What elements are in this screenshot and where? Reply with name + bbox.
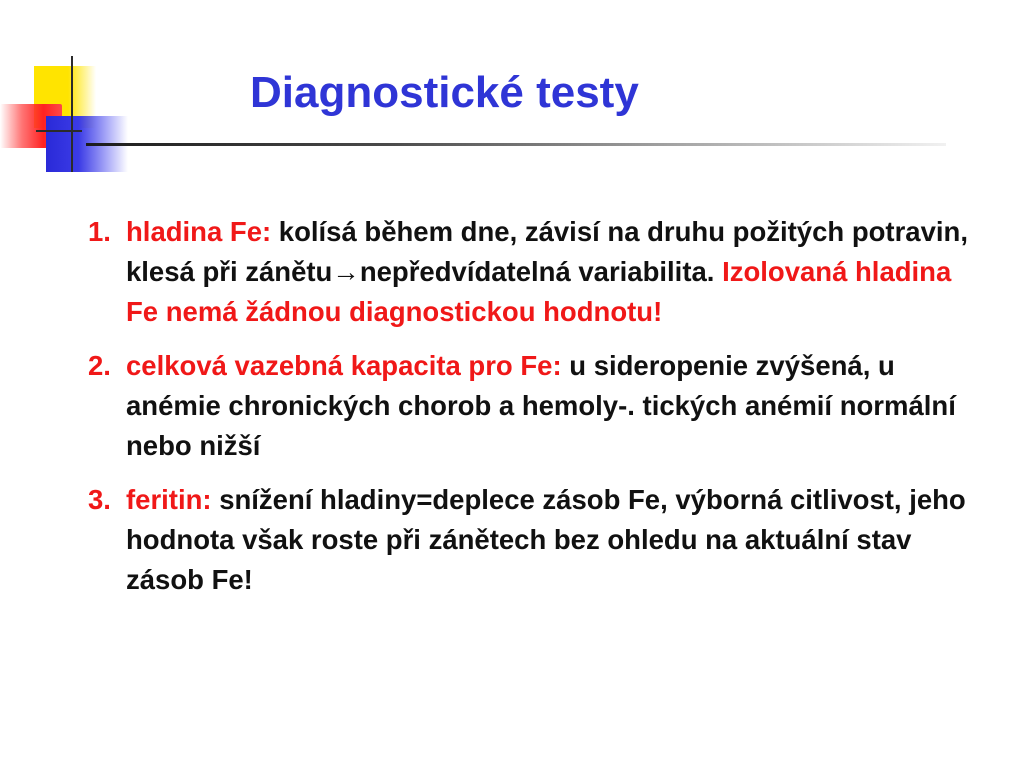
item-text: snížení hladiny=deplece zásob Fe, výborná citlivost, jeho hodnota však roste při zánětech bez ohledu na aktuální stav zásob Fe! xyxy=(126,484,966,595)
diagnostic-tests-list xyxy=(88,212,968,614)
slide-title: Diagnostické testy xyxy=(250,68,639,117)
item-emphasis: Izolovaná hladina Fe nemá žádnou diagnostickou hodnotu! xyxy=(126,256,952,327)
item-term: hladina Fe: xyxy=(126,216,272,247)
item-term: feritin: xyxy=(126,484,212,515)
item-term: celková vazebná kapacita pro Fe: xyxy=(126,350,562,381)
item-number: 2. xyxy=(88,350,111,381)
item-text: kolísá během dne, závisí na druhu požitých potravin, klesá při zánětu xyxy=(126,216,968,287)
short-horizontal-line xyxy=(36,130,82,132)
list-item-ferritin xyxy=(88,480,968,600)
item-number: 1. xyxy=(88,216,111,247)
vertical-line xyxy=(71,56,73,172)
title-underline xyxy=(86,143,946,146)
item-number: 3. xyxy=(88,484,111,515)
arrow-symbol: → xyxy=(332,256,360,287)
decorative-squares-logo xyxy=(0,0,140,180)
item-text-continued: nepředvídatelná variabilita. xyxy=(359,256,723,287)
item-text: u sideropenie zvýšená, u anémie chronických chorob a hemoly-. tických anémií normální nebo nižší xyxy=(126,350,956,461)
list-item-binding-capacity xyxy=(88,346,968,466)
list-item-iron-level xyxy=(88,212,968,332)
